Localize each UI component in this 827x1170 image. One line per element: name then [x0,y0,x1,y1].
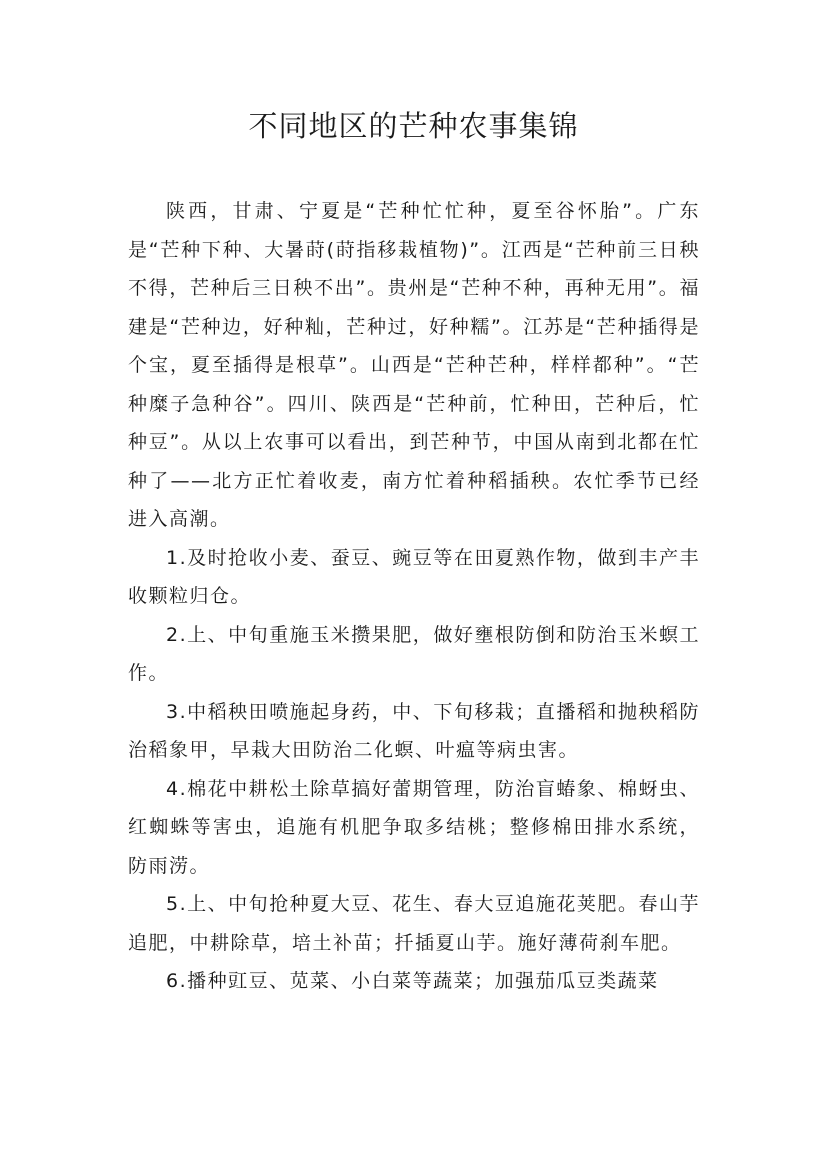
page-title: 不同地区的芒种农事集锦 [248,109,579,143]
paragraph-item-2: 2.上、中旬重施玉米攒果肥，做好壅根防倒和防治玉米螟工作。 [128,623,700,684]
paragraph-item-5: 5.上、中旬抢种夏大豆、花生、春大豆追施花荚肥。春山芋追肥，中耕除草，培土补苗；扦插夏山芋。施好薄荷刹车肥。 [128,893,700,954]
paragraph-item-6: 6.播种豇豆、苋菜、小白菜等蔬菜；加强茄瓜豆类蔬菜 [166,970,659,992]
paragraph-item-1: 1.及时抢收小麦、蚕豆、豌豆等在田夏熟作物，做到丰产丰收颗粒归仓。 [128,546,700,607]
paragraph-intro: 陕西，甘肃、宁夏是“芒种忙忙种，夏至谷怀胎”。广东是“芒种下种、大暑莳(莳指移栽植物)”。江西是“芒种前三日秧不得，芒种后三日秧不出”。贵州是“芒种不种，再种无用”。福建是“芒种边，好种籼，芒种过，好种糯”。江苏是“芒种插得是个宝，夏至插得是根草”。山西是“芒种芒种，样样都种”。“芒种糜子急种谷”。四川、陕西是“芒种前，忙种田，芒种后，忙种豆”。从以上农事可以看出，到芒种节，中国从南到北都在忙种了——北方正忙着收麦，南方忙着种稻插秧。农忙季节已经进入高潮。 [128,200,700,530]
document-body [128,192,700,1001]
paragraph-item-4: 4.棉花中耕松土除草搞好蕾期管理，防治盲蝽象、棉蚜虫、红蜘蛛等害虫，追施有机肥争取多结桃；整修棉田排水系统，防雨涝。 [128,777,700,877]
paragraph-item-3: 3.中稻秧田喷施起身药，中、下旬移栽；直播稻和抛秧稻防治稻象甲，早栽大田防治二化螟、叶瘟等病虫害。 [128,700,700,761]
